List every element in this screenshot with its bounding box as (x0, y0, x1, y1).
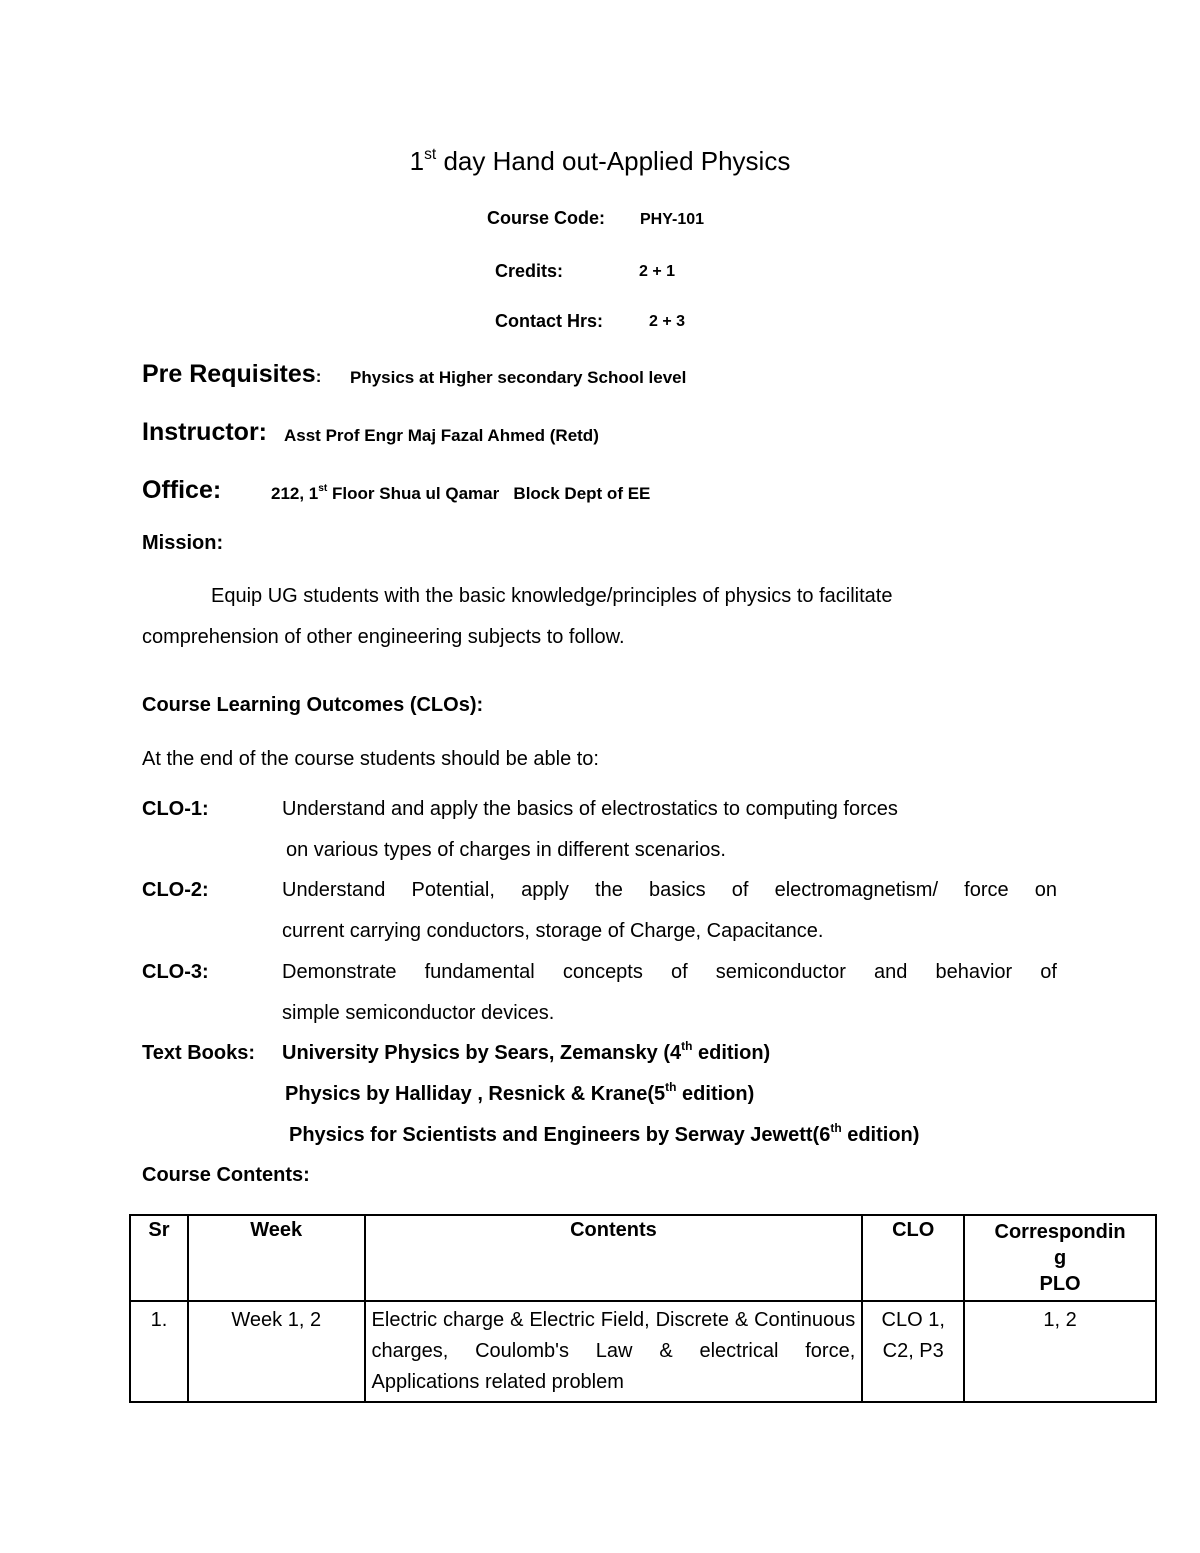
cell-clo: CLO 1, C2, P3 (862, 1301, 964, 1402)
clo-2-line-2: current carrying conductors, storage of Charge, Capacitance. (282, 920, 824, 942)
cell-contents: Electric charge & Electric Field, Discrete & Continuous charges, Coulomb's Law & electrical force, Applications related problem (365, 1301, 863, 1402)
clo-3-label: CLO-3: (142, 961, 209, 983)
title-text: day Hand out-Applied Physics (436, 146, 791, 176)
title-prefix: 1 (409, 146, 425, 176)
prerequisites-label: Pre Requisites (142, 360, 316, 388)
office-superscript: st (318, 483, 328, 495)
clo-3-line-2: simple semiconductor devices. (282, 1002, 555, 1024)
column-header-sr: Sr (130, 1215, 188, 1301)
clos-heading: Course Learning Outcomes (CLOs): (142, 694, 484, 716)
prerequisites-value: Physics at Higher secondary School level (350, 368, 687, 387)
page-title (0, 146, 1200, 177)
course-code-label: Course Code: (487, 208, 606, 228)
column-header-clo: CLO (862, 1215, 964, 1301)
prerequisites-line (142, 360, 321, 389)
textbook-3 (289, 1121, 920, 1147)
course-code-value: PHY-101 (640, 211, 705, 228)
textbook-3-edition: edition) (841, 1124, 920, 1146)
prerequisites-colon: : (315, 367, 322, 386)
contact-hours-value: 2 + 3 (649, 313, 686, 330)
instructor-label: Instructor: (142, 418, 267, 446)
table-row (130, 1301, 1156, 1402)
office-value (271, 484, 650, 504)
textbook-2-superscript: th (665, 1080, 677, 1095)
textbook-1-edition: edition) (692, 1042, 771, 1064)
table-header-row (130, 1215, 1156, 1301)
cell-week: Week 1, 2 (188, 1301, 365, 1402)
clo-2-label: CLO-2: (142, 879, 209, 901)
credits-value: 2 + 1 (639, 263, 676, 280)
column-header-contents: Contents (365, 1215, 863, 1301)
instructor-value: Asst Prof Engr Maj Fazal Ahmed (Retd) (284, 426, 599, 445)
textbook-3-title: Physics for Scientists and Engineers by Serway Jewett(6 (289, 1124, 831, 1146)
clo-2-line-1: Understand Potential, apply the basics of electromagnetism/ force on (282, 879, 1057, 901)
clo-1-line-2: on various types of charges in different scenarios. (286, 839, 726, 861)
textbook-1-title: University Physics by Sears, Zemansky (4 (282, 1042, 682, 1064)
contact-hours-label: Contact Hrs: (495, 311, 604, 331)
clo-3-line-1: Demonstrate fundamental concepts of semiconductor and behavior of (282, 961, 1057, 983)
title-superscript: st (424, 145, 437, 163)
textbook-2-title: Physics by Halliday , Resnick & Krane(5 (285, 1083, 666, 1105)
column-header-plo: Correspondin g PLO (964, 1215, 1156, 1301)
textbooks-label: Text Books: (142, 1042, 255, 1064)
credits-label: Credits: (495, 261, 564, 281)
mission-text-line-1: Equip UG students with the basic knowledge/principles of physics to facilitate (211, 585, 893, 607)
clo-1-line-1: Understand and apply the basics of electrostatics to computing forces (282, 798, 898, 820)
cell-sr: 1. (130, 1301, 188, 1402)
office-room: 212, 1 (271, 484, 319, 503)
clo-1-label: CLO-1: (142, 798, 209, 820)
course-contents-heading: Course Contents: (142, 1164, 310, 1186)
textbook-3-superscript: th (830, 1121, 842, 1136)
office-label: Office: (142, 476, 222, 504)
mission-label: Mission: (142, 532, 224, 554)
mission-text-line-2: comprehension of other engineering subjects to follow. (142, 626, 625, 648)
office-location: Floor Shua ul Qamar Block Dept of EE (327, 484, 651, 503)
textbook-2 (285, 1080, 755, 1106)
textbook-1-superscript: th (681, 1039, 693, 1054)
column-header-week: Week (188, 1215, 365, 1301)
textbook-1 (282, 1039, 771, 1065)
textbook-2-edition: edition) (676, 1083, 755, 1105)
clos-intro: At the end of the course students should be able to: (142, 748, 599, 770)
cell-plo: 1, 2 (964, 1301, 1156, 1402)
course-contents-table (129, 1214, 1157, 1403)
